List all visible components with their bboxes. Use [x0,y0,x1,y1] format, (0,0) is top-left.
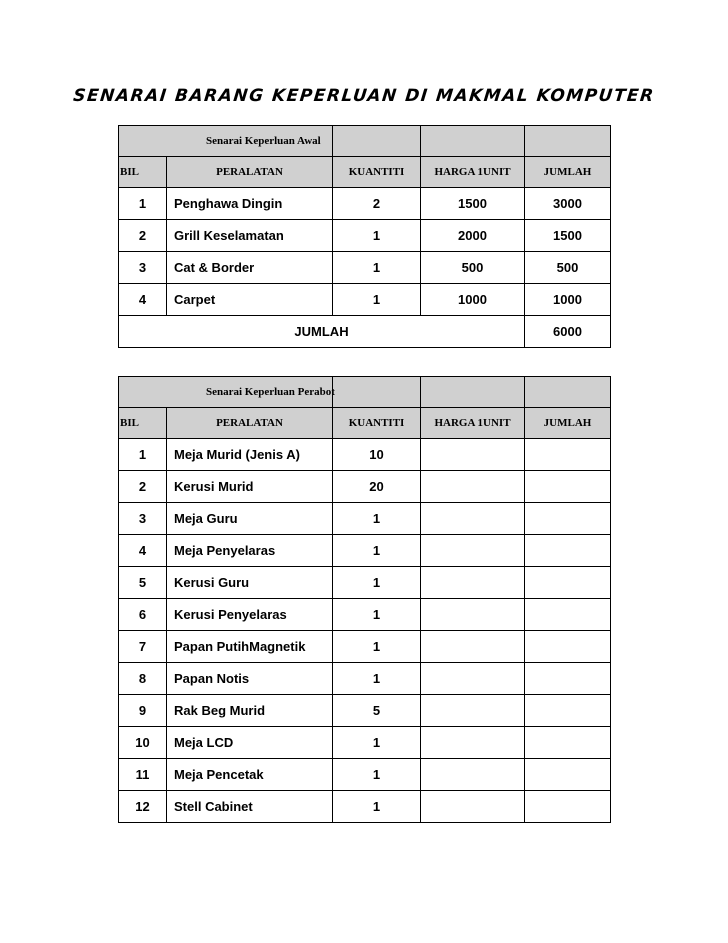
total-label: JUMLAH [119,316,525,348]
header-kuantiti: KUANTITI [333,408,421,439]
table-row [119,791,611,823]
table-row [119,631,611,663]
header-harga: HARGA 1UNIT [421,408,525,439]
item-total: 1500 [525,220,611,252]
item-total [525,471,611,503]
item-unit-price [421,439,525,471]
row-number: 9 [119,695,167,727]
header-bil: BIL [119,408,167,439]
item-total [525,759,611,791]
item-total: 3000 [525,188,611,220]
item-name: Papan Notis [167,663,333,695]
item-name: Cat & Border [167,252,333,284]
item-quantity: 1 [333,727,421,759]
item-unit-price [421,471,525,503]
item-name: Meja Pencetak [167,759,333,791]
item-quantity: 1 [333,631,421,663]
item-name: Papan PutihMagnetik [167,631,333,663]
header-harga: HARGA 1UNIT [421,157,525,188]
table-row [119,663,611,695]
item-unit-price [421,663,525,695]
table-row [119,252,611,284]
item-name: Kerusi Murid [167,471,333,503]
table-row [119,284,611,316]
item-quantity: 2 [333,188,421,220]
item-unit-price [421,791,525,823]
item-quantity: 1 [333,252,421,284]
item-name: Meja LCD [167,727,333,759]
item-quantity: 1 [333,663,421,695]
item-quantity: 5 [333,695,421,727]
item-quantity: 1 [333,503,421,535]
item-quantity: 1 [333,599,421,631]
row-number: 1 [119,439,167,471]
equipment-table-initial [118,125,611,348]
section-header-row [119,126,611,157]
item-name: Meja Guru [167,503,333,535]
item-quantity: 1 [333,791,421,823]
column-header-row [119,157,611,188]
item-unit-price [421,535,525,567]
table-row [119,599,611,631]
table-row [119,188,611,220]
item-unit-price [421,759,525,791]
table-row [119,759,611,791]
header-peralatan: PERALATAN [167,157,333,188]
item-total [525,503,611,535]
row-number: 2 [119,220,167,252]
item-quantity: 10 [333,439,421,471]
item-unit-price [421,631,525,663]
row-number: 4 [119,535,167,567]
header-jumlah: JUMLAH [525,157,611,188]
item-name: Kerusi Guru [167,567,333,599]
item-unit-price [421,599,525,631]
item-name: Carpet [167,284,333,316]
item-total [525,695,611,727]
total-row [119,316,611,348]
item-name: Meja Penyelaras [167,535,333,567]
row-number: 3 [119,503,167,535]
table-row [119,471,611,503]
item-unit-price [421,567,525,599]
column-header-row [119,408,611,439]
table-row [119,439,611,471]
item-name: Rak Beg Murid [167,695,333,727]
section-label: Senarai Keperluan Perabot [119,377,333,408]
table-row [119,695,611,727]
item-name: Stell Cabinet [167,791,333,823]
item-unit-price: 2000 [421,220,525,252]
header-peralatan: PERALATAN [167,408,333,439]
item-total [525,439,611,471]
table-row [119,567,611,599]
row-number: 5 [119,567,167,599]
item-name: Penghawa Dingin [167,188,333,220]
item-total [525,791,611,823]
section-header-row [119,377,611,408]
item-total [525,599,611,631]
item-quantity: 1 [333,759,421,791]
section-label: Senarai Keperluan Awal [119,126,333,157]
item-name: Meja Murid (Jenis A) [167,439,333,471]
header-jumlah: JUMLAH [525,408,611,439]
item-name: Grill Keselamatan [167,220,333,252]
row-number: 8 [119,663,167,695]
table-row [119,727,611,759]
header-kuantiti: KUANTITI [333,157,421,188]
row-number: 12 [119,791,167,823]
document-title: SENARAI BARANG KEPERLUAN DI MAKMAL KOMPUTER [72,86,656,106]
item-quantity: 1 [333,284,421,316]
item-unit-price: 1500 [421,188,525,220]
item-quantity: 1 [333,567,421,599]
item-unit-price: 1000 [421,284,525,316]
item-unit-price: 500 [421,252,525,284]
row-number: 3 [119,252,167,284]
table-row [119,503,611,535]
item-unit-price [421,727,525,759]
row-number: 7 [119,631,167,663]
item-unit-price [421,695,525,727]
item-total [525,567,611,599]
header-bil: BIL [119,157,167,188]
row-number: 10 [119,727,167,759]
item-total [525,631,611,663]
table-row [119,535,611,567]
row-number: 2 [119,471,167,503]
row-number: 11 [119,759,167,791]
item-name: Kerusi Penyelaras [167,599,333,631]
row-number: 6 [119,599,167,631]
equipment-table-furniture [118,376,611,823]
table-row [119,220,611,252]
item-total [525,535,611,567]
row-number: 4 [119,284,167,316]
item-quantity: 1 [333,220,421,252]
item-quantity: 1 [333,535,421,567]
item-total: 1000 [525,284,611,316]
item-total [525,663,611,695]
item-total: 500 [525,252,611,284]
item-unit-price [421,503,525,535]
total-value: 6000 [525,316,611,348]
item-total [525,727,611,759]
row-number: 1 [119,188,167,220]
item-quantity: 20 [333,471,421,503]
